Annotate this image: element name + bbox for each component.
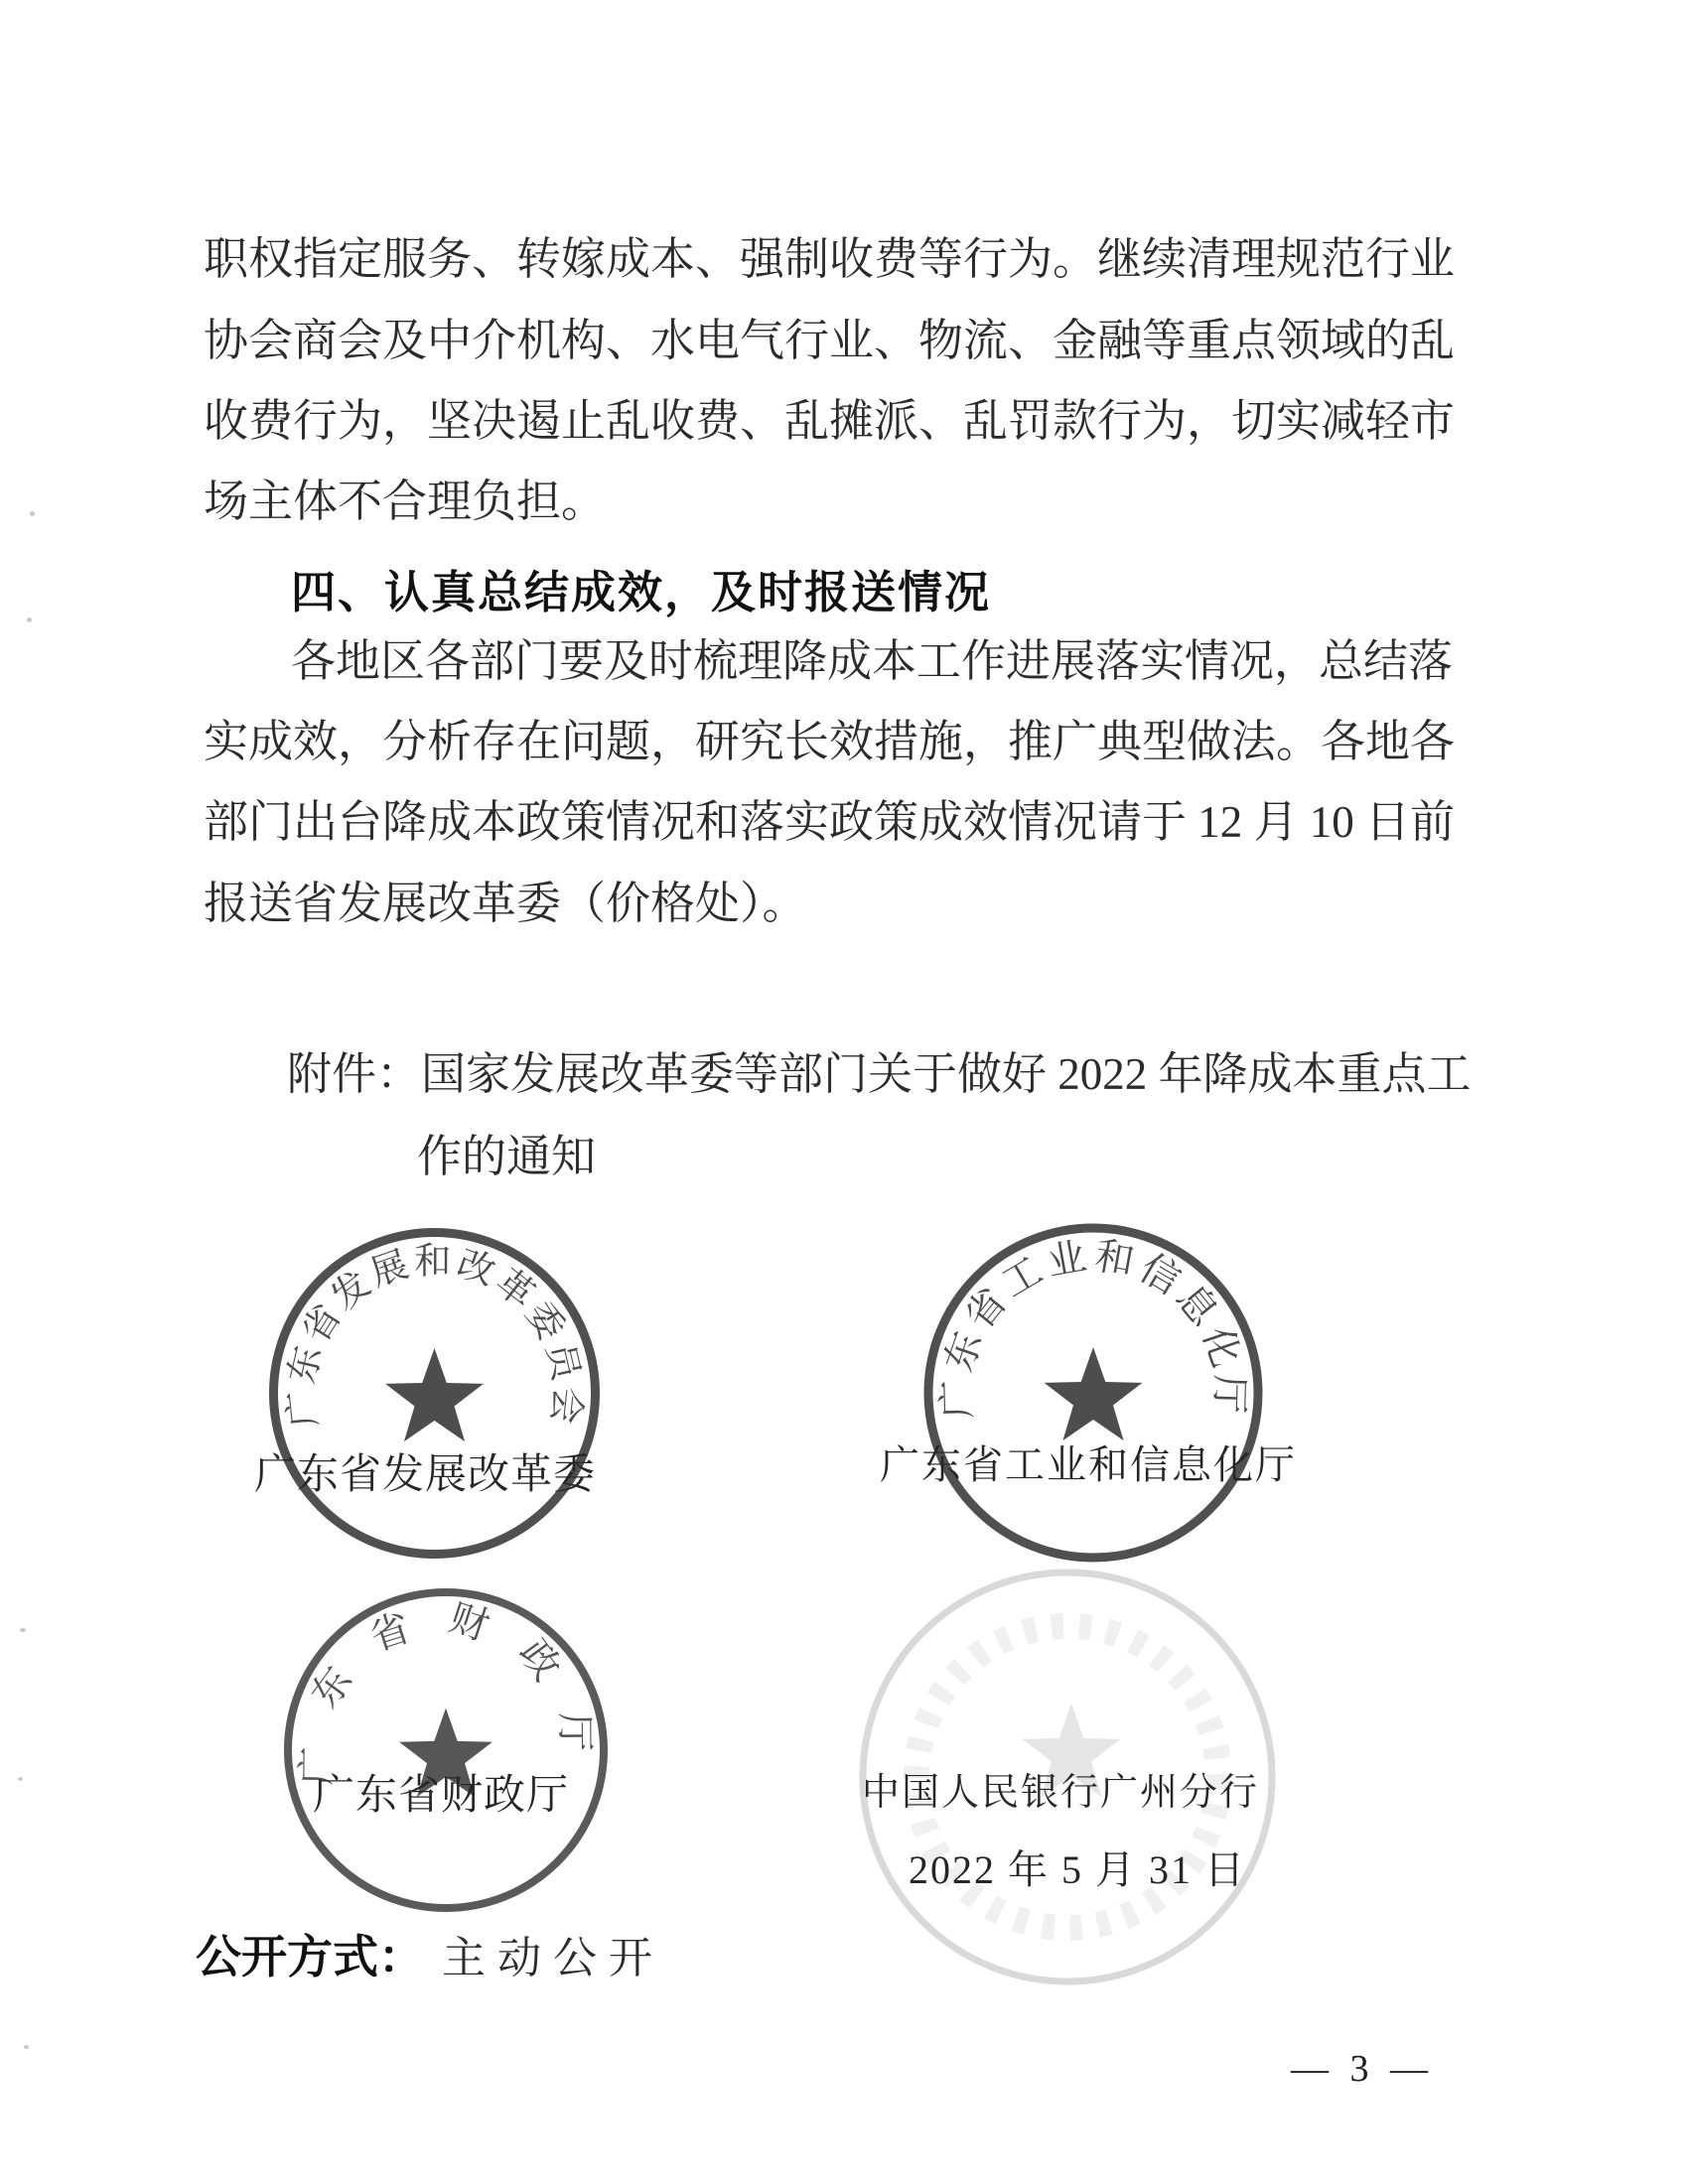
body-line: 职权指定服务、转嫁成本、强制收费等行为。继续清理规范行业 [204, 234, 1456, 284]
disclosure-value: 主动公开 [442, 1934, 664, 1982]
page-number: — 3 — [1291, 2048, 1434, 2090]
scan-speck [20, 1628, 26, 1632]
signature-pboc-guangzhou: 中国人民银行广州分行 [862, 1772, 1260, 1814]
body-line: 场主体不合理负担。 [204, 477, 607, 526]
signature-industry-information: 广东省工业和信息化厅 [880, 1442, 1297, 1487]
seal-curved-text: 广东省发展和改革委员会 [281, 1241, 588, 1430]
seal-star-icon [385, 1348, 484, 1441]
scan-speck [24, 2045, 29, 2049]
scan-speck [27, 617, 32, 622]
body-line: 部门出台降成本政策情况和落实政策成效情况请于 12 月 10 日前 [204, 797, 1456, 847]
seal-curved-text: 广东省财政厅 [295, 1596, 597, 1786]
signature-finance: 广东省财政厅 [313, 1773, 570, 1819]
body-line: 报送省发展改革委（价格处）。 [204, 879, 807, 928]
signature-development-reform: 广东省发展改革委 [254, 1452, 597, 1498]
disclosure-label: 公开方式： [196, 1931, 424, 1982]
body-line: 收费行为，坚决遏止乱收费、乱摊派、乱罚款行为，切实减轻市 [204, 396, 1456, 446]
scan-speck [30, 511, 35, 516]
attachment-line: 作的通知 [417, 1132, 597, 1181]
body-line: 实成效，分析存在问题，研究长效措施，推广典型做法。各地各 [204, 717, 1456, 766]
disclosure-row [196, 1921, 664, 1986]
attachment-line: 附件：国家发展改革委等部门关于做好 2022 年降成本重点工 [287, 1049, 1472, 1099]
scan-speck [18, 1777, 23, 1781]
body-line: 各地区各部门要及时梳理降成本工作进展落实情况，总结落 [291, 636, 1454, 686]
section-heading: 四、认真总结成效，及时报送情况 [291, 567, 992, 617]
signature-date: 2022 年 5 月 31 日 [909, 1847, 1246, 1892]
seal-industry-information [918, 1218, 1268, 1568]
seal-development-reform-commission [263, 1222, 606, 1565]
seal-curved-text: 广东省工业和信息化厅 [935, 1234, 1251, 1420]
seal-star-icon [1045, 1347, 1143, 1440]
seal-finance-department [278, 1582, 614, 1918]
body-line: 协会商会及中介机构、水电气行业、物流、金融等重点领域的乱 [204, 316, 1456, 365]
